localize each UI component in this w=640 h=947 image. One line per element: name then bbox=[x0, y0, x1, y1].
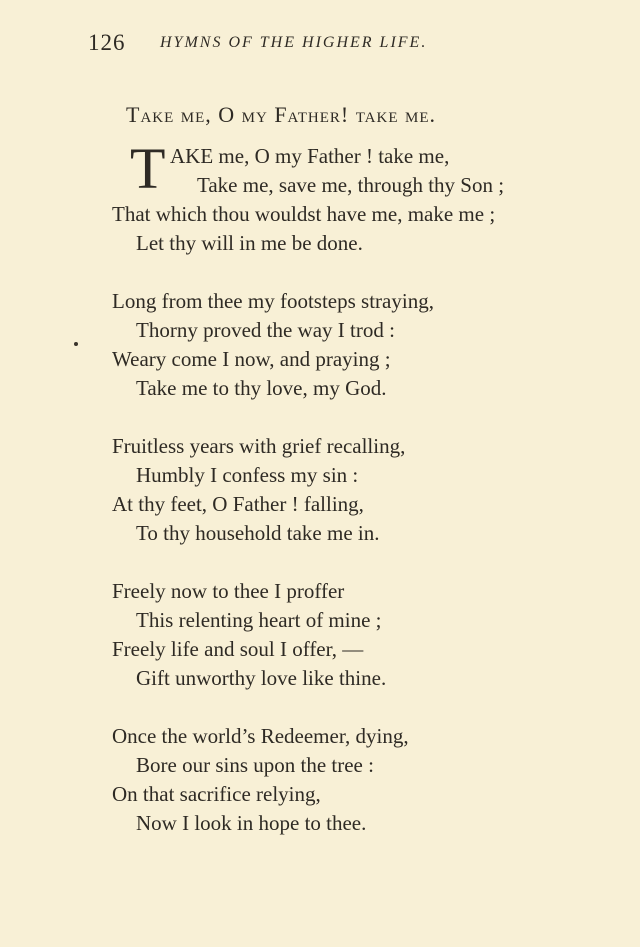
hymn-text bbox=[112, 136, 612, 867]
verse-line: Take me to thy love, my God. bbox=[136, 376, 387, 400]
verse-line: Humbly I confess my sin : bbox=[136, 463, 359, 487]
verse-line: Long from thee my footsteps straying, bbox=[112, 289, 434, 313]
drop-cap: T bbox=[130, 136, 166, 201]
verse-line: Freely life and soul I offer, — bbox=[112, 637, 364, 661]
stanza-2 bbox=[112, 287, 612, 403]
verse-line: Gift unworthy love like thine. bbox=[136, 666, 387, 690]
ink-speck bbox=[74, 342, 78, 346]
hymn-title: Take me, O my Father! take me. bbox=[126, 102, 437, 127]
verse-line: On that sacrifice relying, bbox=[112, 782, 321, 806]
page-header bbox=[88, 30, 568, 60]
verse-line: Now I look in hope to thee. bbox=[136, 811, 367, 835]
stanza-5 bbox=[112, 722, 612, 838]
first-line-text: AKE me, O my Father ! take me, bbox=[170, 144, 450, 168]
verse-line: Take me, save me, through thy Son ; bbox=[197, 173, 505, 197]
verse-line: This relenting heart of mine ; bbox=[136, 608, 382, 632]
page-number: 126 bbox=[88, 30, 126, 55]
stanza-3 bbox=[112, 432, 612, 548]
running-head: HYMNS OF THE HIGHER LIFE. bbox=[160, 34, 428, 51]
verse-line: Bore our sins upon the tree : bbox=[136, 753, 374, 777]
verse-line: Let thy will in me be done. bbox=[136, 231, 363, 255]
verse-line: Fruitless years with grief recalling, bbox=[112, 434, 406, 458]
verse-line: Freely now to thee I proffer bbox=[112, 579, 345, 603]
verse-line: Thorny proved the way I trod : bbox=[136, 318, 395, 342]
verse-line: To thy household take me in. bbox=[136, 521, 380, 545]
verse-line: Weary come I now, and praying ; bbox=[112, 347, 391, 371]
stanza-4 bbox=[112, 577, 612, 693]
verse-line: At thy feet, O Father ! falling, bbox=[112, 492, 364, 516]
stanza-1 bbox=[112, 136, 612, 258]
verse-line: That which thou wouldst have me, make me ; bbox=[112, 202, 496, 226]
verse-line: Once the world’s Redeemer, dying, bbox=[112, 724, 409, 748]
